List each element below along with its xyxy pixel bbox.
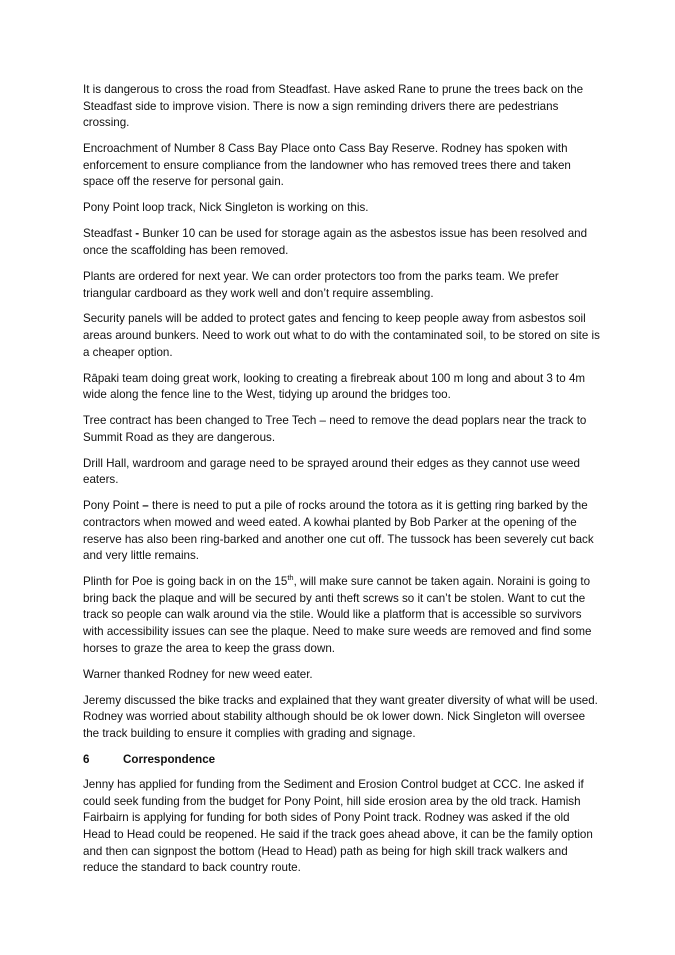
plinth-before: Plinth for Poe is going back in on the 15 (83, 575, 288, 589)
steadfast-lead: Steadfast (83, 227, 136, 241)
paragraph-steadfast-bunker (83, 226, 600, 259)
paragraph-security-panels: Security panels will be added to protect gates and fencing to keep people away from asbestos soil areas around bunkers. Need to work out what to do with the contaminated soil, to be stored on site is a cheaper option. (83, 312, 600, 359)
plinth-superscript: th (287, 573, 294, 583)
paragraph-plinth-poe (83, 574, 600, 657)
pony-point-lead: Pony Point (83, 499, 143, 513)
paragraph-tree-contract: Tree contract has been changed to Tree Tech – need to remove the dead poplars near the track to Summit Road as they are dangerous. (83, 414, 587, 444)
paragraph-funding: Jenny has applied for funding from the Sediment and Erosion Control budget at CCC. Ine asked if could seek funding from the budget for Pony Point, hill side erosion area by the old track. Hamish Fairbairn is applying for funding for both sides of Pony Point track. Rodney was asked if the old Head to Head could be reopened. He said if the track goes ahead above, it can be the family option and then can signpost the bottom (Head to Head) path as being for high skill track walkers and reduce the standard to back country route. (83, 778, 593, 875)
paragraph-drill-hall: Drill Hall, wardroom and garage need to be sprayed around their edges as they cannot use weed eaters. (83, 456, 580, 487)
paragraph-plants: Plants are ordered for next year. We can order protectors too from the parks team. We prefer triangular cardboard as they work well and don’t require assembling. (83, 269, 559, 300)
section-number: 6 (83, 752, 90, 766)
section-heading-correspondence (83, 752, 600, 769)
paragraph-road-crossing: It is dangerous to cross the road from Steadfast. Have asked Rane to prune the trees back on the Steadfast side to improve vision. There is now a sign reminding drivers there are pedestrians crossing. (83, 83, 584, 130)
paragraph-pony-point-rocks (83, 498, 600, 564)
pony-point-dash: – (142, 499, 149, 513)
steadfast-dash: - (135, 227, 140, 241)
paragraph-rapaki-team: Rāpaki team doing great work, looking to creating a firebreak about 100 m long and about 3 to 4m wide along the fence line to the West, tidying up around the bridges too. (83, 371, 586, 402)
paragraph-encroachment: Encroachment of Number 8 Cass Bay Place onto Cass Bay Reserve. Rodney has spoken with enforcement to ensure compliance from the landowner who has removed trees there and taken space off the reserve for personal gain. (83, 142, 571, 189)
pony-point-text: there is need to put a pile of rocks around the totora as it is getting ring barked by the contractors when mowed and weed eated. A kowhai planted by Bob Parker at the opening of the reserve has also been ring-barked and another one cut off. The tussock has been severely cut back and very little remains. (83, 499, 594, 563)
paragraph-weed-eater: Warner thanked Rodney for new weed eater. (83, 667, 313, 681)
paragraph-bike-tracks: Jeremy discussed the bike tracks and explained that they want greater diversity of what will be used. Rodney was worried about stability although should be ok lower down. Nick Singleton will oversee the track building to ensure it complies with grading and signage. (83, 693, 598, 740)
paragraph-pony-point-loop: Pony Point loop track, Nick Singleton is working on this. (83, 201, 369, 215)
plinth-after: , will make sure cannot be taken again. Noraini is going to bring back the plaque and will be secured by anti theft screws so it can’t be stolen. Want to cut the track so people can walk around via the stile. Would like a platform that is accessible so survivors with accessibility issues can see the plaque. Need to make sure weeds are removed and find some horses to graze the area to keep the grass down. (83, 575, 592, 655)
section-title: Correspondence (123, 752, 216, 766)
steadfast-text: Bunker 10 can be used for storage again as the asbestos issue has been resolved and once the scaffolding has been removed. (83, 227, 588, 257)
